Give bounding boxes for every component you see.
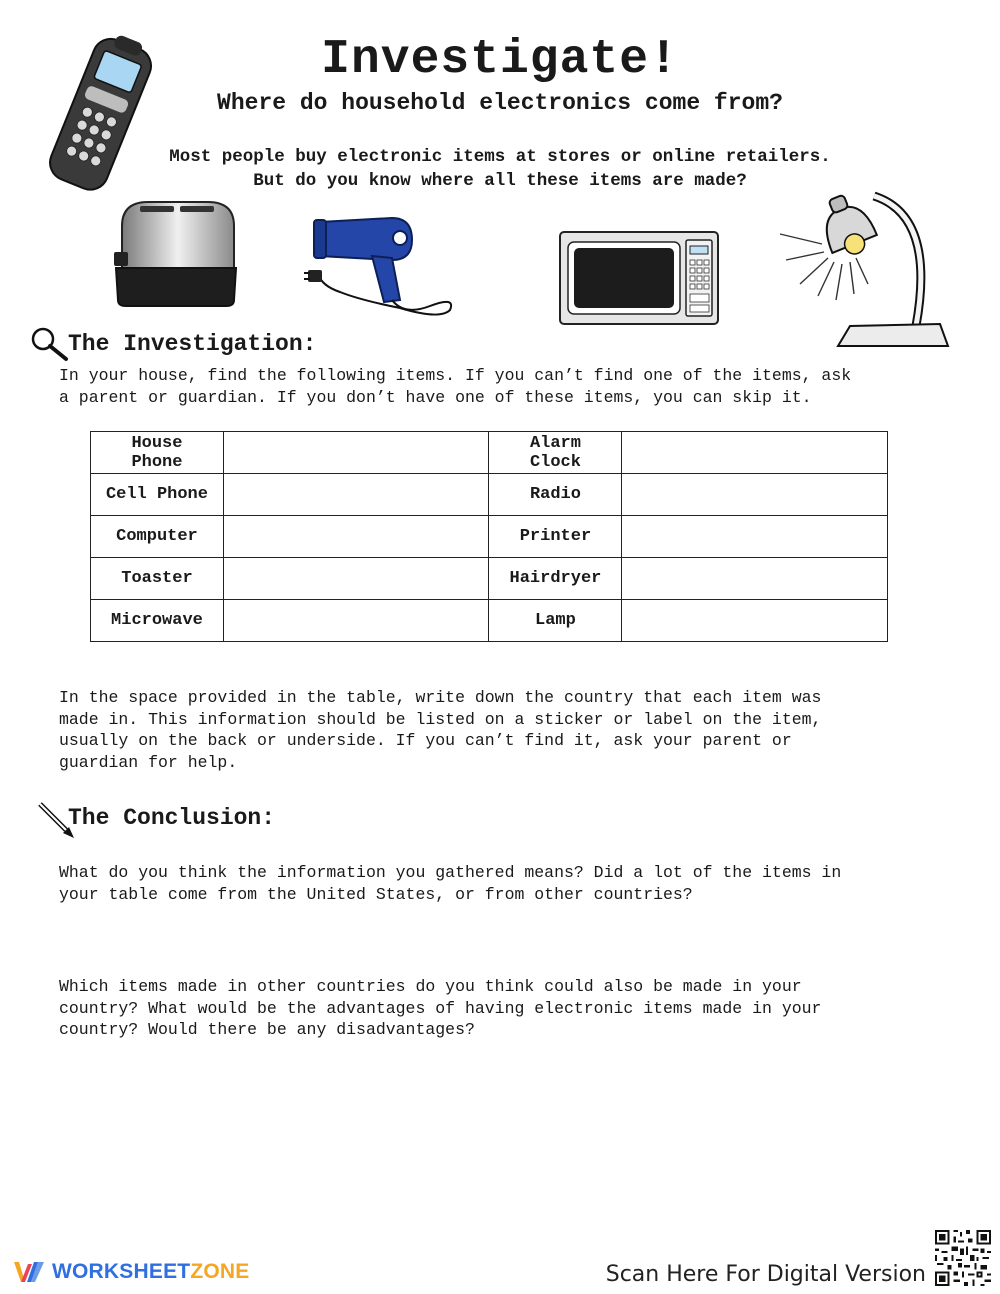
brand-name-part1: WORKSHEET bbox=[52, 1260, 191, 1283]
country-input-cell[interactable] bbox=[223, 474, 489, 516]
country-input-cell[interactable] bbox=[223, 600, 489, 642]
page-subtitle: Where do household electronics come from? bbox=[217, 90, 783, 116]
item-label: House Phone bbox=[91, 432, 224, 474]
country-input-cell[interactable] bbox=[223, 558, 489, 600]
country-input-cell[interactable] bbox=[622, 516, 888, 558]
investigation-instructions bbox=[59, 365, 959, 408]
instruction-line: made in. This information should be listed on a sticker or label on the item, bbox=[59, 709, 822, 729]
table-row bbox=[91, 432, 888, 474]
item-label: Lamp bbox=[489, 600, 622, 642]
brand-logo-icon bbox=[12, 1258, 46, 1286]
instruction-line: In the space provided in the table, write down the country that each item was bbox=[59, 688, 822, 707]
country-input-cell[interactable] bbox=[622, 558, 888, 600]
item-label: Printer bbox=[489, 516, 622, 558]
microwave-icon bbox=[558, 230, 720, 328]
table-row bbox=[91, 600, 888, 642]
scan-here-text: Scan Here For Digital Version bbox=[605, 1262, 926, 1287]
item-label: Radio bbox=[489, 474, 622, 516]
items-table bbox=[90, 431, 888, 642]
toaster-icon bbox=[108, 196, 240, 312]
item-label: Toaster bbox=[91, 558, 224, 600]
question-line: country? Would there be any disadvantages? bbox=[59, 1020, 475, 1039]
instruction-line: usually on the back or underside. If you can’t find it, ask your parent or bbox=[59, 731, 792, 750]
desk-lamp-icon bbox=[776, 186, 952, 348]
intro-line: But do you know where all these items are made? bbox=[253, 171, 747, 191]
hairdryer-icon bbox=[300, 208, 460, 320]
conclusion-heading: The Conclusion: bbox=[68, 805, 276, 831]
worksheet-zone-logo[interactable] bbox=[12, 1258, 249, 1286]
intro-line: Most people buy electronic items at stores or online retailers. bbox=[169, 147, 831, 167]
table-row bbox=[91, 516, 888, 558]
table-row bbox=[91, 558, 888, 600]
page-title: Investigate! bbox=[321, 33, 679, 87]
table-instructions bbox=[59, 687, 959, 773]
conclusion-question-1 bbox=[59, 862, 959, 905]
question-line: Which items made in other countries do you think could also be made in your bbox=[59, 977, 802, 996]
item-label: Alarm Clock bbox=[489, 432, 622, 474]
country-input-cell[interactable] bbox=[223, 432, 489, 474]
brand-name-part2: ZONE bbox=[190, 1260, 250, 1283]
item-label: Cell Phone bbox=[91, 474, 224, 516]
instruction-line: a parent or guardian. If you don’t have one of these items, you can skip it. bbox=[59, 387, 812, 407]
conclusion-question-2 bbox=[59, 976, 959, 1041]
brand-name bbox=[52, 1260, 249, 1284]
country-input-cell[interactable] bbox=[622, 474, 888, 516]
investigation-heading: The Investigation: bbox=[68, 331, 317, 357]
instruction-line: In your house, find the following items. If you can’t find one of the items, ask bbox=[59, 366, 852, 385]
question-line: country? What would be the advantages of having electronic items made in your bbox=[59, 998, 822, 1018]
item-label: Computer bbox=[91, 516, 224, 558]
magnifying-glass-icon bbox=[30, 326, 70, 362]
qr-code-icon[interactable] bbox=[933, 1228, 993, 1288]
question-line: your table come from the United States, or from other countries? bbox=[59, 884, 693, 904]
question-line: What do you think the information you gathered means? Did a lot of the items in bbox=[59, 863, 842, 882]
country-input-cell[interactable] bbox=[622, 432, 888, 474]
item-label: Microwave bbox=[91, 600, 224, 642]
country-input-cell[interactable] bbox=[223, 516, 489, 558]
table-row bbox=[91, 474, 888, 516]
item-label: Hairdryer bbox=[489, 558, 622, 600]
country-input-cell[interactable] bbox=[622, 600, 888, 642]
instruction-line: guardian for help. bbox=[59, 752, 238, 772]
